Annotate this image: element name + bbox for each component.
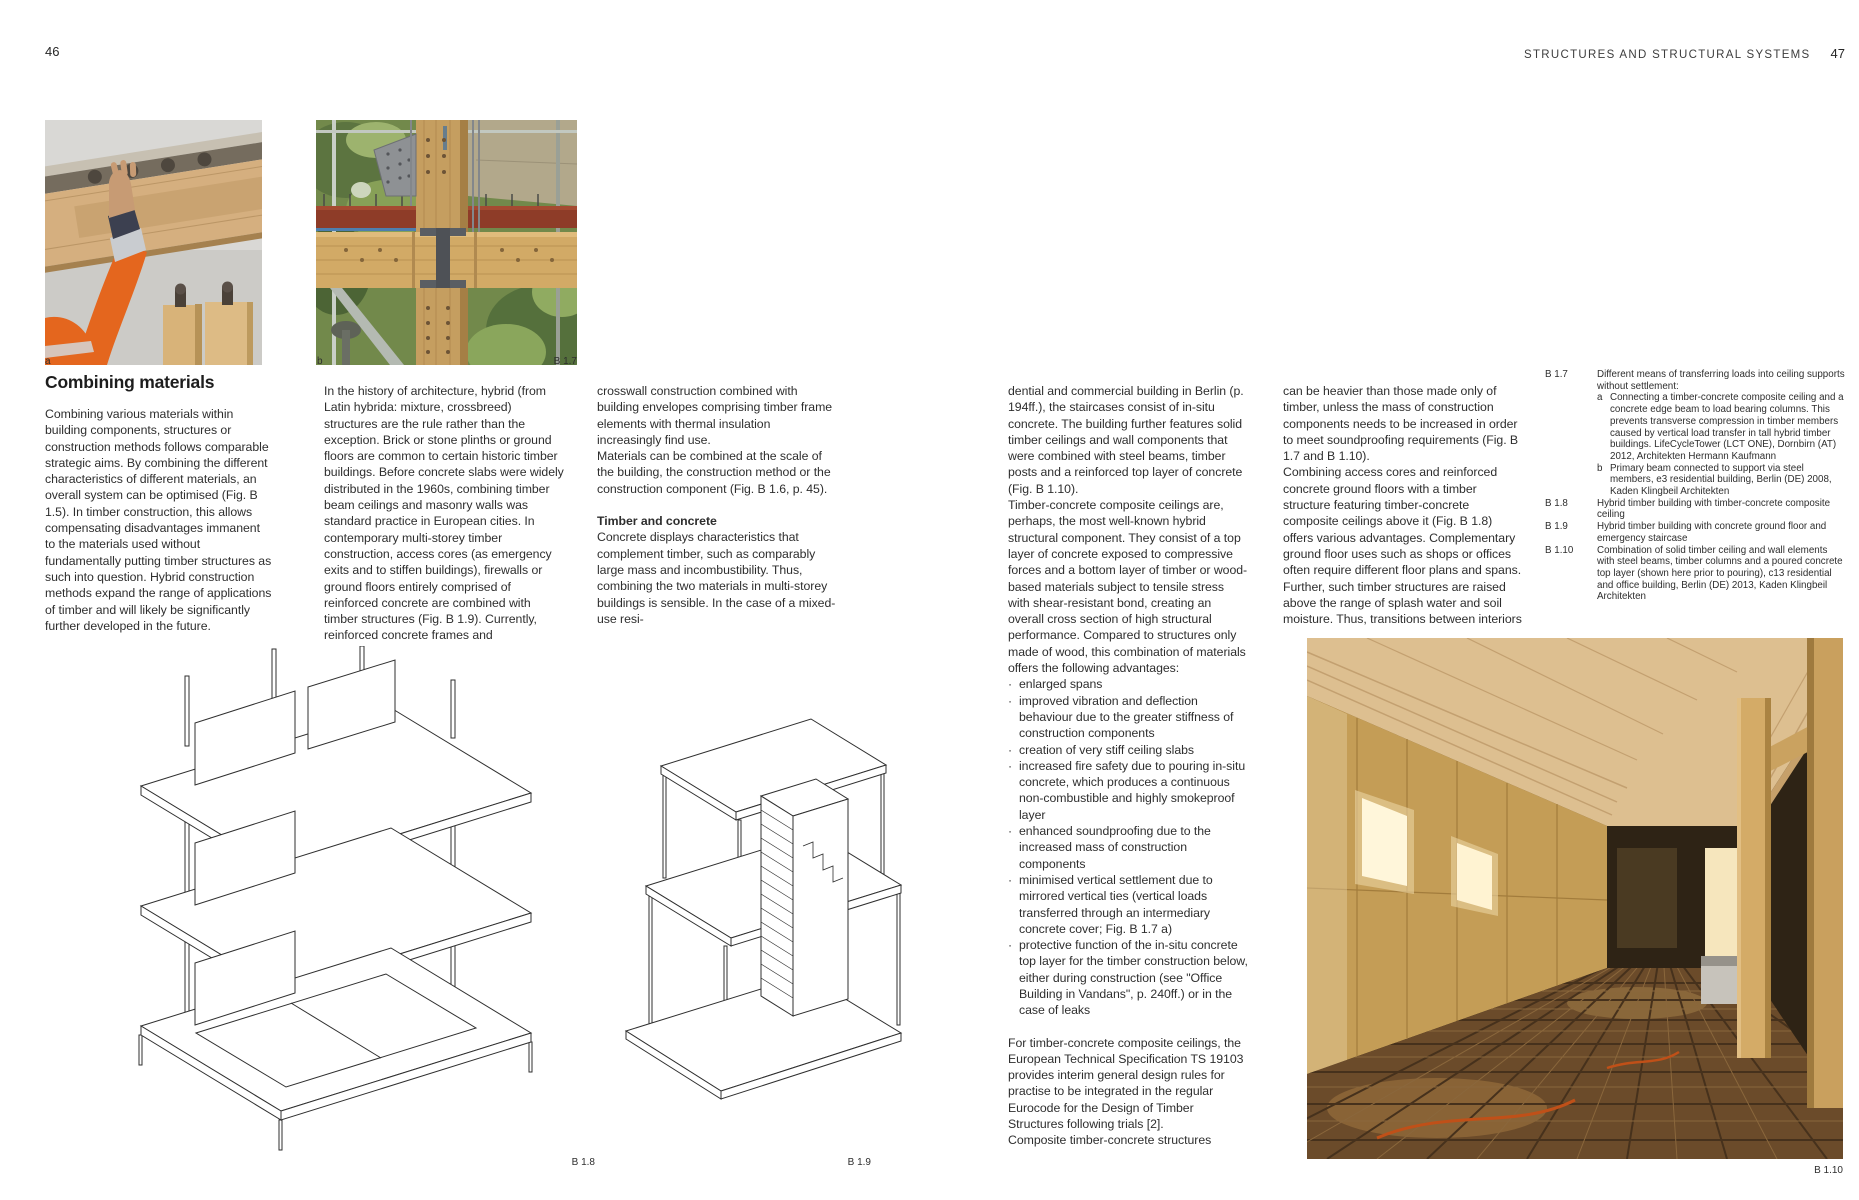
bullet-dot: · xyxy=(1008,693,1013,708)
figure-label-b18: B 1.8 xyxy=(571,1157,595,1168)
drawing-b19-core-axonometric xyxy=(611,646,913,1151)
caption-number: B 1.9 xyxy=(1545,521,1568,533)
paragraph-col5-1: can be heavier than those made only of timber, unless the mass of construction components needs to be increased in order to meet soundproofing requirements (Fig. B 1.7 and B 1.10). xyxy=(1283,384,1519,464)
caption-number: B 1.10 xyxy=(1545,544,1574,556)
article-title: Combining materials xyxy=(45,372,215,392)
bullet-dot: · xyxy=(1008,938,1013,953)
bullet-text: enlarged spans xyxy=(1019,677,1103,692)
caption-item-text: Connecting a timber-concrete composite ceiling and a concrete edge beam to load bearing columns. This prevents transverse compression in timber members caused by vertical load transfer in tall hybrid timber buildings. LifeCycleTower (LCT ONE), Dornbirn (AT) 2012, Architekten Hermann Kaufmann xyxy=(1610,392,1844,462)
paragraph-col5-2: Combining access cores and reinforced concrete ground floors with a timber structure featuring timber-concrete composite ceilings above it (Fig. B 1.8) offers various advantages. Complementary ground floor uses such as shops or offices often require different floor plans and spans. Further, such timber structures are raised above the range of splash water and soil moisture. Thus, transitions between interiors xyxy=(1283,465,1522,627)
drawing-b19-svg xyxy=(611,646,913,1151)
caption-b19 xyxy=(1545,521,1847,544)
caption-b17-item-b xyxy=(1597,463,1847,498)
bullet-dot: · xyxy=(1008,872,1013,887)
photo-b110-illustration xyxy=(1307,638,1843,1159)
paragraph-col4-3: For timber-concrete composite ceilings, the European Technical Specification TS 19103 provides interim general design rules for practise to be integrated in the regular Eurocode for the Design of Timber Structures following trials [2]. xyxy=(1008,1035,1244,1132)
subheading-timber-and-concrete: Timber and concrete xyxy=(597,514,717,529)
bullet-text: protective function of the in-situ concrete top layer for the timber construction below, either during construction (see "Office Building in Vandans", p. 240ff.) or in the case of leaks xyxy=(1019,938,1248,1018)
caption-item-label: a xyxy=(1597,392,1603,404)
figure-number-b17: B 1.7 xyxy=(553,356,577,367)
text-column-3 xyxy=(597,383,837,627)
paragraph-col3-2: Materials can be combined at the scale of the building, the construction method or the construction component (Fig. B 1.6, p. 45). xyxy=(597,449,831,496)
paragraph-col3-3: Concrete displays characteristics that complement timber, such as comparably large mass and incombustibility. Thus, combining the two materials in multi-storey buildings is sensible. In the case of a mixed-use resi- xyxy=(597,530,836,626)
bullet-item xyxy=(1008,758,1248,823)
text-column-1 xyxy=(45,406,273,634)
caption-b17-item-a xyxy=(1597,392,1847,462)
text-column-5 xyxy=(1283,383,1523,627)
bullet-item xyxy=(1008,693,1248,742)
paragraph-col2: In the history of architecture, hybrid (from Latin hybrida: mixture, crossbreed) structures are the rule rather than the exception. Brick or stone plinths or ground floors are common to certain historic timber buildings. Before concrete slabs were widely distributed in the 1960s, combining timber beam ceilings and masonry walls was standard practice in European cities. In contemporary multi-storey timber construction, access cores (as emergency exits and to stiffen buildings), firewalls or ground floors entirely comprised of reinforced concrete are combined with timber structures (Fig. B 1.9). Currently, reinforced concrete frames and xyxy=(324,384,564,643)
back-wall xyxy=(1607,826,1749,968)
bullet-dot: · xyxy=(1008,758,1013,773)
bullet-text: minimised vertical settlement due to mirrored vertical ties (vertical loads transferred through an intermediary concrete cover; Fig. B 1.7 a) xyxy=(1019,872,1213,936)
bullet-item xyxy=(1008,823,1248,872)
caption-b17-intro: Different means of transferring loads into ceiling supports without settlement: xyxy=(1597,369,1845,392)
photo-b-illustration xyxy=(316,120,577,365)
caption-text xyxy=(1597,369,1847,498)
caption-item-text: Primary beam connected to support via steel members, e3 residential building, Berlin (DE) 2008, Kaden Klingbeil Architekten xyxy=(1610,462,1832,498)
bullet-item xyxy=(1008,742,1248,758)
page-number-right: 47 xyxy=(1830,46,1845,61)
running-header-title: STRUCTURES AND STRUCTURAL SYSTEMS xyxy=(1523,49,1811,61)
bullet-dot: · xyxy=(1008,824,1013,839)
caption-b17 xyxy=(1545,369,1847,498)
bullet-dot: · xyxy=(1008,742,1013,757)
advantages-bullet-list xyxy=(1008,676,1248,1018)
bullet-item xyxy=(1008,872,1248,937)
caption-text: Combination of solid timber ceiling and wall elements with steel beams, timber columns and a poured concrete top layer (shown here prior to pouring), c13 residential and office building, Berlin (DE) 2013, Kaden Klingbeil Architekten xyxy=(1597,544,1843,603)
label-photo-a: a xyxy=(45,356,51,367)
page-number-left: 46 xyxy=(45,44,60,59)
running-header xyxy=(1283,45,1845,63)
figure-label-b110: B 1.10 xyxy=(1814,1165,1843,1176)
caption-text: Hybrid timber building with concrete ground floor and emergency staircase xyxy=(1597,521,1827,544)
bullet-dot: · xyxy=(1008,677,1013,692)
caption-number: B 1.7 xyxy=(1545,369,1568,380)
label-photo-b: b xyxy=(317,356,323,367)
bullet-item xyxy=(1008,937,1248,1018)
photo-a-illustration xyxy=(45,120,262,365)
paragraph-col1: Combining various materials within building components, structures or construction methods follows comparable strategic aims. By combining the different characteristics of different materials, an overall system can be optimised (Fig. B 1.5). In timber construction, this allows compensating disadvantages immanent to the materials used without fundamentally putting timber structures as such into question. Hybrid construction methods expand the range of applications of timber and will likely be significantly further developed in the future. xyxy=(45,407,272,633)
caption-text: Hybrid timber building with timber-concrete composite ceiling xyxy=(1597,497,1831,521)
photo-a-timber-element-installation xyxy=(45,120,262,365)
bullet-text: increased fire safety due to pouring in-situ concrete, which produces a continuous non-combustible and highly smokeproof layer xyxy=(1019,758,1246,822)
caption-b110 xyxy=(1545,545,1847,604)
paragraph-col4-4: Composite timber-concrete structures xyxy=(1008,1133,1212,1148)
bullet-text: improved vibration and deflection behaviour due to the greater stiffness of construction components xyxy=(1019,693,1234,741)
figure-label-b19: B 1.9 xyxy=(847,1157,871,1168)
paragraph-col4-1: dential and commercial building in Berlin (p. 194ff.), the staircases consist of in-situ concrete. The building further features solid timber ceilings and wall components that were combined with steel beams, timber posts and a reinforced top layer of concrete (Fig. B 1.10). xyxy=(1008,384,1244,496)
paragraph-col3-1: crosswall construction combined with building envelopes comprising timber frame elements with thermal insulation increasingly find use. xyxy=(597,384,833,447)
text-column-2 xyxy=(324,383,564,644)
caption-item-label: b xyxy=(1597,462,1603,474)
text-column-4 xyxy=(1008,383,1248,1149)
photo-b110-interior-construction xyxy=(1307,638,1843,1159)
bullet-text: enhanced soundproofing due to the increased mass of construction components xyxy=(1019,824,1211,871)
caption-number: B 1.8 xyxy=(1545,497,1568,509)
drawing-b18-exploded-axonometric xyxy=(121,646,593,1151)
bullet-item xyxy=(1008,676,1248,692)
photo-b-beam-column-connection xyxy=(316,120,577,365)
drawing-b18-svg xyxy=(121,646,593,1151)
paragraph-col4-2: Timber-concrete composite ceilings are, perhaps, the most well-known hybrid structural component. They consist of a top layer of concrete exposed to compressive forces and a bottom layer of timber or wood-based materials subject to tensile stress with shear-resistant bond, creating an overall cross section of high structural performance. Compared to structures only made of wood, this combination of materials offers the following advantages: xyxy=(1008,498,1248,676)
caption-b18 xyxy=(1545,498,1847,521)
bullet-text: creation of very stiff ceiling slabs xyxy=(1019,742,1194,757)
captions-column xyxy=(1545,369,1847,603)
